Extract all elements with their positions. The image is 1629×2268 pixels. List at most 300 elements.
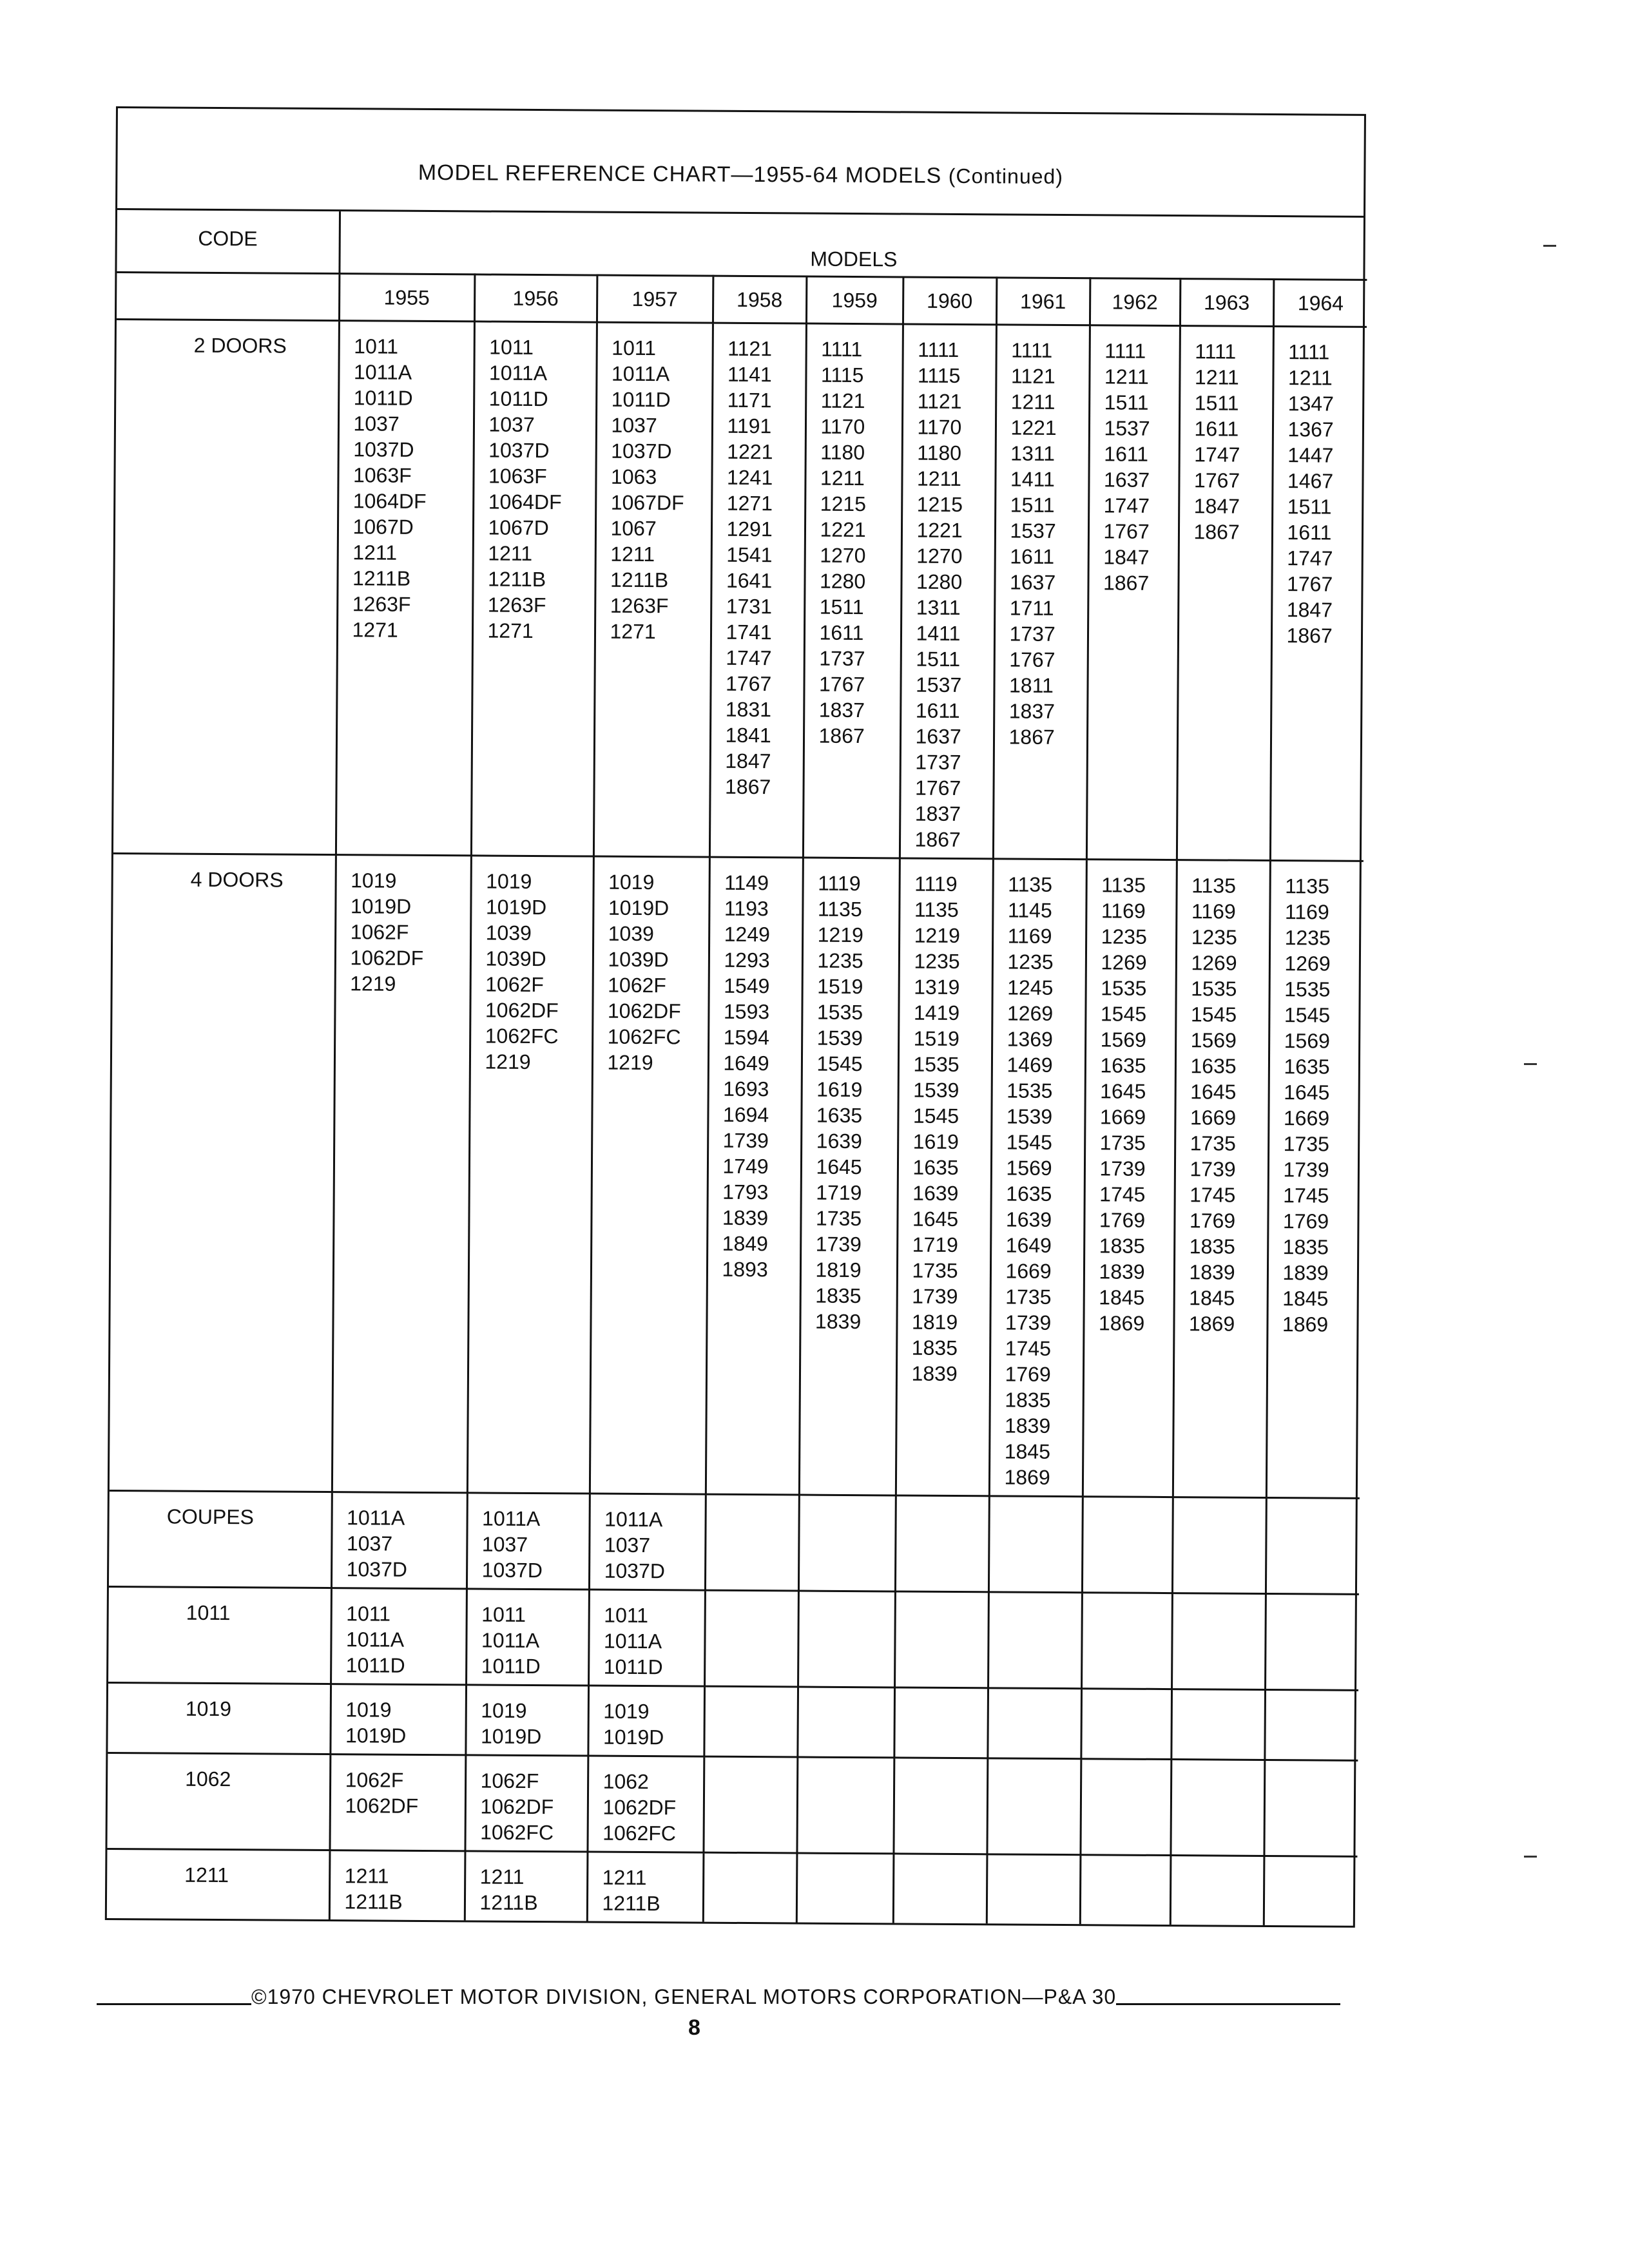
model-number: 1847: [1103, 545, 1150, 569]
footer-rule-left: [97, 2003, 251, 2005]
model-number: 1011: [354, 334, 399, 358]
model-number: 1011A: [611, 361, 670, 386]
model-number: 1037D: [488, 438, 550, 463]
model-number: 1635: [912, 1155, 959, 1180]
model-number: 1837: [914, 802, 961, 826]
model-number: 1835: [1099, 1234, 1146, 1258]
model-number: 1639: [1005, 1207, 1052, 1231]
model-number: 1270: [916, 544, 963, 568]
model-cell: [803, 323, 903, 858]
model-number: 1535: [1284, 977, 1331, 1001]
model-number: 1211B: [610, 568, 669, 592]
model-number: 1693: [723, 1077, 769, 1101]
model-number: 1739: [815, 1232, 862, 1256]
model-number: 1291: [726, 517, 773, 541]
model-number: 1611: [1104, 442, 1149, 466]
model-number: 1769: [1099, 1208, 1146, 1232]
model-number: 1062DF: [480, 1794, 554, 1819]
model-number: 1111: [1288, 340, 1330, 364]
model-number: 1545: [1006, 1130, 1053, 1154]
year-header: 1961: [996, 278, 1090, 325]
model-number: 1767: [818, 672, 865, 697]
model-number: 1893: [722, 1257, 768, 1282]
model-number: 1011A: [481, 1628, 540, 1653]
model-number: 1271: [610, 619, 656, 644]
model-number: 1011A: [488, 361, 548, 385]
model-number: 1545: [1284, 1003, 1331, 1027]
model-number: 1611: [1287, 521, 1332, 544]
model-number: 1767: [725, 671, 772, 696]
model-number: 1831: [725, 697, 772, 722]
model-cell: [1081, 1593, 1172, 1689]
model-number: 1111: [1195, 340, 1237, 363]
margin-mark: [1524, 1856, 1537, 1858]
model-number: 1694: [722, 1102, 769, 1127]
model-cell: [467, 1493, 590, 1590]
model-cell: [1082, 1497, 1173, 1593]
model-number: 1535: [1101, 976, 1147, 1000]
table-row: [109, 1490, 1360, 1594]
model-number: 1549: [724, 974, 770, 998]
model-cell: [900, 324, 996, 859]
model-number: 1011D: [603, 1655, 663, 1679]
model-number: 1062DF: [602, 1795, 677, 1820]
model-number: 1511: [1194, 391, 1239, 415]
model-number: 1245: [1007, 975, 1054, 999]
model-number: 1011: [481, 1602, 526, 1626]
model-number: 1839: [1282, 1261, 1329, 1285]
model-number: 1180: [917, 441, 962, 465]
model-number: 1645: [1100, 1079, 1146, 1103]
model-number: 1135: [1285, 874, 1330, 898]
model-number: 1849: [722, 1231, 769, 1256]
year-header: 1959: [806, 276, 903, 324]
model-number: 1019D: [602, 1725, 664, 1749]
model-cell: [987, 1854, 1081, 1924]
row-code-label: 1211: [107, 1849, 330, 1919]
model-number: 1271: [352, 618, 398, 642]
model-number: 1219: [350, 972, 396, 995]
model-number: 1211: [1287, 366, 1333, 390]
model-cell: [704, 1686, 798, 1757]
model-number: 1169: [1007, 924, 1052, 948]
model-number: 1211: [916, 466, 961, 491]
table-row: [107, 1849, 1358, 1925]
model-number: 1447: [1287, 443, 1334, 467]
model-number: 1735: [1190, 1131, 1236, 1155]
table-row: [113, 320, 1367, 861]
model-number: 1767: [1103, 519, 1150, 543]
code-header-spacer: [117, 273, 339, 321]
table-row: [108, 1586, 1359, 1690]
year-header: 1958: [713, 276, 806, 323]
model-number: 1271: [487, 619, 534, 642]
model-number: 1869: [1004, 1465, 1050, 1489]
model-cell: [467, 856, 593, 1494]
model-number: 1369: [1007, 1027, 1053, 1051]
model-number: 1519: [913, 1026, 959, 1051]
model-number: 1835: [815, 1283, 862, 1308]
model-cell: [471, 322, 597, 856]
model-number: 1269: [1191, 951, 1237, 975]
model-number: 1839: [1099, 1260, 1145, 1283]
code-column-header: CODE: [117, 210, 340, 274]
model-number: 1037: [488, 412, 535, 436]
model-number: 1111: [1104, 339, 1146, 363]
model-cell: [798, 1591, 895, 1687]
model-number: 1847: [725, 749, 771, 773]
model-number: 1269: [1101, 950, 1147, 974]
models-column-header: MODELS: [339, 211, 1367, 280]
model-number: 1221: [820, 517, 866, 542]
model-number: 1037D: [604, 1559, 666, 1583]
model-number: 1737: [819, 646, 865, 671]
model-number: 1235: [817, 948, 863, 973]
model-number: 1211: [479, 1865, 525, 1888]
model-number: 1211: [488, 541, 533, 565]
model-reference-chart: [105, 106, 1366, 1928]
model-number: 1637: [915, 724, 961, 749]
model-number: 1519: [817, 974, 863, 999]
model-number: 1062: [602, 1769, 649, 1794]
model-number: 1019D: [485, 895, 547, 919]
model-cell: [709, 323, 806, 858]
footer-copyright: ©1970 CHEVROLET MOTOR DIVISION, GENERAL MOTORS CORPORATION—P&A 30: [251, 1985, 1117, 2008]
model-number: 1037D: [346, 1557, 408, 1581]
model-number: 1537: [915, 673, 962, 697]
margin-mark: [1524, 1063, 1537, 1065]
model-number: 1535: [1191, 977, 1237, 1001]
model-number: 1541: [726, 543, 773, 567]
model-cell: [329, 1850, 465, 1921]
model-number: 1645: [1190, 1080, 1237, 1104]
model-number: 1511: [819, 595, 864, 619]
model-number: 1062DF: [345, 1794, 419, 1818]
model-number: 1739: [912, 1284, 958, 1309]
model-number: 1121: [1010, 364, 1055, 388]
model-number: 1847: [1286, 598, 1333, 622]
model-cell: [1264, 1760, 1358, 1856]
model-number: 1269: [1284, 952, 1331, 975]
model-number: 1011: [346, 1602, 391, 1626]
model-number: 1221: [1010, 416, 1057, 439]
model-number: 1062F: [480, 1769, 539, 1793]
model-number: 1793: [722, 1180, 769, 1204]
model-number: 1037: [481, 1532, 528, 1556]
model-cell: [703, 1756, 797, 1853]
model-number: 1867: [1008, 725, 1055, 749]
model-cell: [329, 1754, 465, 1851]
model-number: 1019D: [480, 1724, 542, 1749]
model-cell: [588, 1686, 704, 1756]
model-cell: [1264, 1856, 1358, 1925]
model-number: 1511: [916, 647, 961, 671]
model-cell: [330, 1684, 466, 1755]
model-cell: [465, 1851, 588, 1921]
model-cell: [1266, 1497, 1360, 1594]
model-number: 1745: [1190, 1183, 1236, 1207]
model-number: 1062DF: [485, 998, 559, 1023]
model-number: 1211B: [487, 567, 546, 591]
model-cell: [1086, 325, 1180, 860]
model-number: 1219: [914, 923, 960, 948]
model-number: 1215: [916, 492, 963, 517]
model-number: 1711: [1009, 596, 1054, 620]
model-number: 1769: [1005, 1362, 1051, 1386]
model-number: 1235: [1101, 925, 1147, 948]
table-row: [107, 1753, 1358, 1856]
model-number: 1149: [724, 870, 769, 895]
model-number: 1221: [916, 518, 963, 543]
model-number: 1062DF: [607, 999, 681, 1023]
model-cell: [1265, 1593, 1359, 1690]
model-reference-table: [107, 210, 1367, 1926]
model-number: 1869: [1098, 1311, 1145, 1335]
model-number: 1735: [912, 1258, 958, 1283]
year-header: 1964: [1273, 279, 1367, 327]
model-number: 1211: [344, 1864, 389, 1888]
model-cell: [1080, 1855, 1171, 1925]
model-number: 1869: [1188, 1312, 1235, 1336]
model-cell: [989, 859, 1086, 1497]
model-number: 1569: [1100, 1028, 1146, 1052]
model-number: 1037: [346, 1532, 393, 1555]
model-number: 1211B: [602, 1891, 660, 1916]
model-number: 1511: [1287, 495, 1332, 519]
model-number: 1735: [1099, 1131, 1146, 1155]
row-code-label: COUPES: [109, 1490, 332, 1588]
model-number: 1135: [817, 897, 862, 921]
model-number: 1011A: [482, 1506, 541, 1531]
model-number: 1767: [914, 776, 961, 800]
model-number: 1241: [726, 465, 773, 490]
model-number: 1411: [1010, 467, 1055, 491]
model-number: 1037: [611, 413, 657, 437]
model-number: 1537: [1010, 519, 1056, 543]
model-number: 1869: [1282, 1312, 1329, 1336]
model-number: 1837: [818, 698, 865, 722]
model-cell: [1083, 860, 1177, 1497]
model-number: 1063F: [352, 463, 412, 487]
model-number: 1011: [489, 335, 534, 359]
model-number: 1111: [918, 338, 959, 361]
year-header: 1957: [597, 275, 713, 323]
model-number: 1867: [914, 827, 961, 852]
model-number: 1593: [723, 999, 770, 1024]
model-number: 1845: [1282, 1287, 1329, 1311]
model-number: 1263F: [610, 593, 669, 618]
model-number: 1347: [1287, 392, 1335, 416]
model-number: 1219: [817, 923, 863, 947]
model-number: 1062F: [350, 920, 409, 944]
model-number: 1569: [1006, 1156, 1052, 1180]
model-number: 1211B: [352, 566, 411, 590]
model-number: 1767: [1193, 468, 1240, 492]
model-number: 1119: [818, 871, 861, 896]
model-number: 1749: [722, 1154, 769, 1178]
model-number: 1062F: [345, 1768, 404, 1792]
model-number: 1211: [610, 542, 655, 566]
model-number: 1019: [481, 1698, 527, 1722]
model-number: 1115: [820, 363, 864, 387]
model-number: 1019: [603, 1699, 650, 1724]
model-number: 1635: [1006, 1182, 1052, 1206]
margin-mark: [1543, 245, 1556, 247]
model-number: 1819: [815, 1258, 862, 1282]
model-number: 1019: [351, 869, 397, 892]
model-number: 1539: [816, 1026, 863, 1050]
model-number: 1211B: [344, 1890, 403, 1914]
model-number: 1115: [917, 363, 961, 388]
model-cell: [465, 1755, 588, 1852]
table-row: [110, 853, 1364, 1498]
model-number: 1019: [486, 869, 532, 893]
model-cell: [894, 1687, 988, 1758]
row-code-label: 4 DOORS: [110, 853, 336, 1492]
model-number: 1735: [815, 1206, 862, 1231]
model-number: 1211: [602, 1865, 647, 1890]
model-number: 1135: [1101, 873, 1146, 897]
footer: [97, 1983, 1340, 2009]
model-number: 1111: [821, 337, 863, 361]
model-number: 1221: [727, 439, 773, 464]
model-number: 1767: [1009, 648, 1055, 671]
model-cell: [1171, 1593, 1266, 1690]
model-number: 1411: [916, 621, 961, 646]
model-cell: [587, 1852, 704, 1922]
model-number: 1111: [1011, 338, 1053, 362]
model-number: 1263F: [487, 593, 546, 617]
model-number: 1835: [1189, 1235, 1236, 1258]
model-number: 1135: [1191, 874, 1237, 898]
model-cell: [893, 1854, 987, 1923]
row-code-label: 1011: [108, 1586, 331, 1684]
model-number: 1811: [1008, 673, 1054, 697]
model-number: 1191: [727, 414, 772, 438]
model-number: 1669: [1099, 1105, 1146, 1129]
model-number: 1669: [1283, 1106, 1330, 1130]
chart-title-row: [117, 108, 1364, 218]
model-cell: [895, 1495, 989, 1592]
model-number: 1619: [912, 1129, 959, 1154]
model-number: 1731: [726, 594, 773, 619]
model-number: 1867: [1286, 624, 1333, 648]
model-number: 1845: [1004, 1439, 1051, 1463]
model-number: 1769: [1189, 1209, 1236, 1233]
model-number: 1193: [724, 896, 769, 921]
model-number: 1719: [912, 1233, 959, 1257]
model-number: 1280: [819, 569, 866, 593]
model-number: 1011D: [353, 386, 413, 410]
model-number: 1135: [1008, 872, 1053, 896]
model-cell: [1170, 1856, 1264, 1925]
model-number: 1867: [818, 724, 865, 748]
model-number: 1062DF: [350, 946, 424, 970]
model-cell: [988, 1496, 1083, 1593]
model-cell: [894, 1591, 988, 1688]
model-cell: [704, 1590, 798, 1687]
model-number: 1737: [915, 750, 961, 774]
model-cell: [1171, 1689, 1265, 1760]
model-number: 1263F: [352, 592, 411, 616]
model-number: 1169: [1101, 899, 1146, 923]
year-header: 1955: [339, 274, 474, 322]
model-cell: [588, 1590, 705, 1686]
model-cell: [798, 1495, 896, 1591]
model-number: 1637: [1103, 468, 1150, 492]
model-cell: [1080, 1759, 1171, 1856]
model-number: 1719: [816, 1180, 862, 1205]
model-number: 1064DF: [488, 490, 562, 514]
model-number: 1747: [1103, 494, 1150, 517]
model-number: 1062FC: [485, 1024, 559, 1048]
model-number: 1835: [911, 1336, 958, 1360]
model-number: 1211: [820, 466, 865, 490]
model-number: 1611: [1194, 417, 1239, 441]
model-number: 1835: [1282, 1235, 1329, 1259]
model-number: 1037: [353, 412, 400, 436]
model-number: 1311: [916, 595, 961, 620]
model-number: 1019D: [350, 894, 412, 918]
model-number: 1739: [1005, 1311, 1052, 1334]
model-number: 1121: [820, 389, 865, 413]
model-number: 1747: [1194, 443, 1240, 466]
model-number: 1067DF: [610, 490, 684, 515]
model-cell: [1081, 1689, 1171, 1760]
model-number: 1649: [1005, 1233, 1052, 1257]
model-number: 1011A: [604, 1507, 663, 1532]
model-cell: [466, 1589, 589, 1686]
model-number: 1637: [1009, 570, 1056, 594]
model-number: 1594: [723, 1025, 769, 1050]
model-number: 1011: [612, 336, 657, 360]
model-number: 1019D: [608, 896, 670, 920]
model-cell: [796, 1853, 894, 1923]
model-number: 1011D: [345, 1653, 405, 1677]
model-number: 1741: [726, 620, 772, 644]
model-number: 1545: [912, 1104, 959, 1128]
model-number: 1845: [1189, 1286, 1235, 1310]
model-number: 1545: [1100, 1002, 1147, 1026]
model-cell: [706, 857, 803, 1495]
model-number: 1037D: [611, 439, 672, 463]
model-cell: [331, 1492, 467, 1589]
model-number: 1211: [352, 541, 398, 564]
model-number: 1839: [1189, 1260, 1235, 1284]
model-number: 1867: [1193, 520, 1240, 544]
table-row: [108, 1682, 1358, 1760]
model-number: 1839: [815, 1309, 862, 1334]
model-number: 1767: [1286, 572, 1333, 596]
model-number: 1635: [1100, 1053, 1146, 1077]
model-number: 1535: [913, 1052, 959, 1077]
model-number: 1841: [725, 723, 771, 747]
model-number: 1064DF: [352, 489, 427, 513]
row-code-label: 1062: [107, 1753, 330, 1850]
chart-title-main: MODEL REFERENCE CHART—1955-64 MODELS: [418, 160, 942, 188]
model-number: 1837: [1008, 699, 1055, 723]
model-number: 1569: [1284, 1029, 1330, 1053]
model-cell: [1170, 1760, 1264, 1856]
model-number: 1211: [1194, 365, 1239, 389]
model-number: 1645: [912, 1207, 959, 1231]
model-number: 1211: [1104, 365, 1149, 389]
model-number: 1511: [1104, 390, 1149, 414]
model-cell: [1173, 860, 1270, 1498]
model-number: 1635: [816, 1103, 863, 1128]
model-cell: [332, 855, 471, 1493]
model-number: 1067D: [488, 515, 549, 540]
